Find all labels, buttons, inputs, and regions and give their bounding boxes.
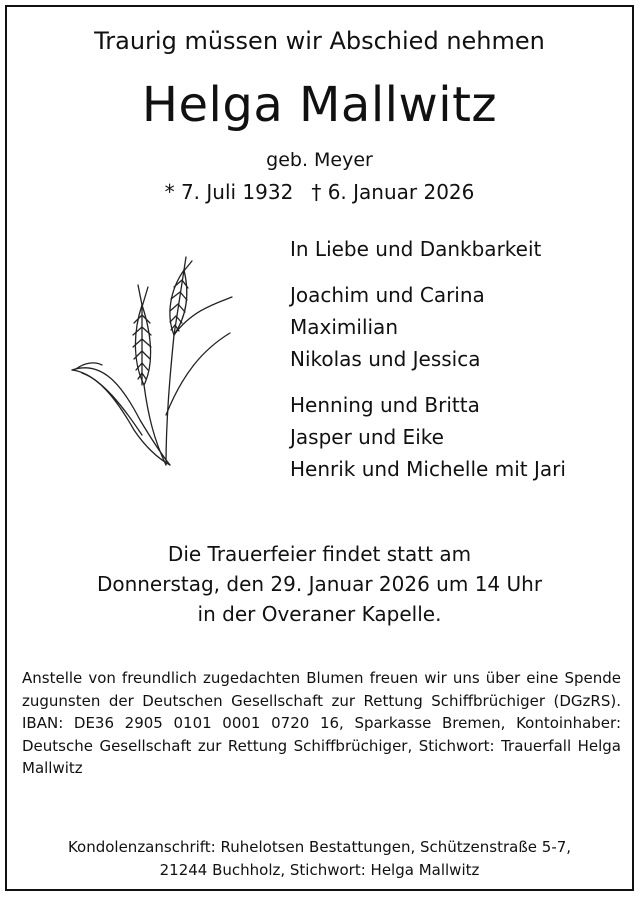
headline: Traurig müssen wir Abschied nehmen <box>94 27 545 55</box>
mourner: Maximilian <box>290 315 398 339</box>
life-dates <box>7 180 632 204</box>
ceremony-line: in der Overaner Kapelle. <box>197 602 442 626</box>
mourners-group-1 <box>290 279 566 375</box>
condolence-line: Kondolenzanschrift: Ruhelotsen Bestattungen, Schützenstraße 5-7, <box>67 838 572 856</box>
deceased-name: Helga Mallwitz <box>141 77 498 133</box>
birth-date: * 7. Juli 1932 <box>164 180 294 204</box>
death-date: † 6. Januar 2026 <box>311 180 475 204</box>
mourner: Nikolas und Jessica <box>290 347 481 371</box>
ceremony-line: Donnerstag, den 29. Januar 2026 um 14 Uhr <box>96 572 543 596</box>
ceremony-line: Die Trauerfeier findet statt am <box>167 542 472 566</box>
wheat-ears-icon <box>62 255 237 470</box>
mourners-intro: In Liebe und Dankbarkeit <box>290 237 542 261</box>
mourner: Henning und Britta <box>290 393 480 417</box>
mourners-group-2 <box>290 389 566 485</box>
mourner: Jasper und Eike <box>290 425 444 449</box>
obituary-notice <box>5 5 634 891</box>
mourner: Joachim und Carina <box>290 283 485 307</box>
ceremony-info <box>7 539 632 629</box>
donation-request: Anstelle von freundlich zugedachten Blumen freuen wir uns über eine Spende zugunsten der Deutschen Gesellschaft zur Rettung Schiffbrüchiger (DGzRS). IBAN: DE36 2905 0101 0001 0720 16, Sparkasse Bremen, Kontoinhaber: Deutsche Gesellschaft zur Rettung Schiffbrüchiger, Stichwort: Trauerfall Helga Mallwitz <box>22 669 621 777</box>
condolence-line: 21244 Buchholz, Stichwort: Helga Mallwitz <box>159 861 480 879</box>
birth-name: geb. Meyer <box>266 149 373 171</box>
mourners <box>290 233 566 499</box>
mourner: Henrik und Michelle mit Jari <box>290 457 566 481</box>
condolence-address <box>7 836 632 882</box>
